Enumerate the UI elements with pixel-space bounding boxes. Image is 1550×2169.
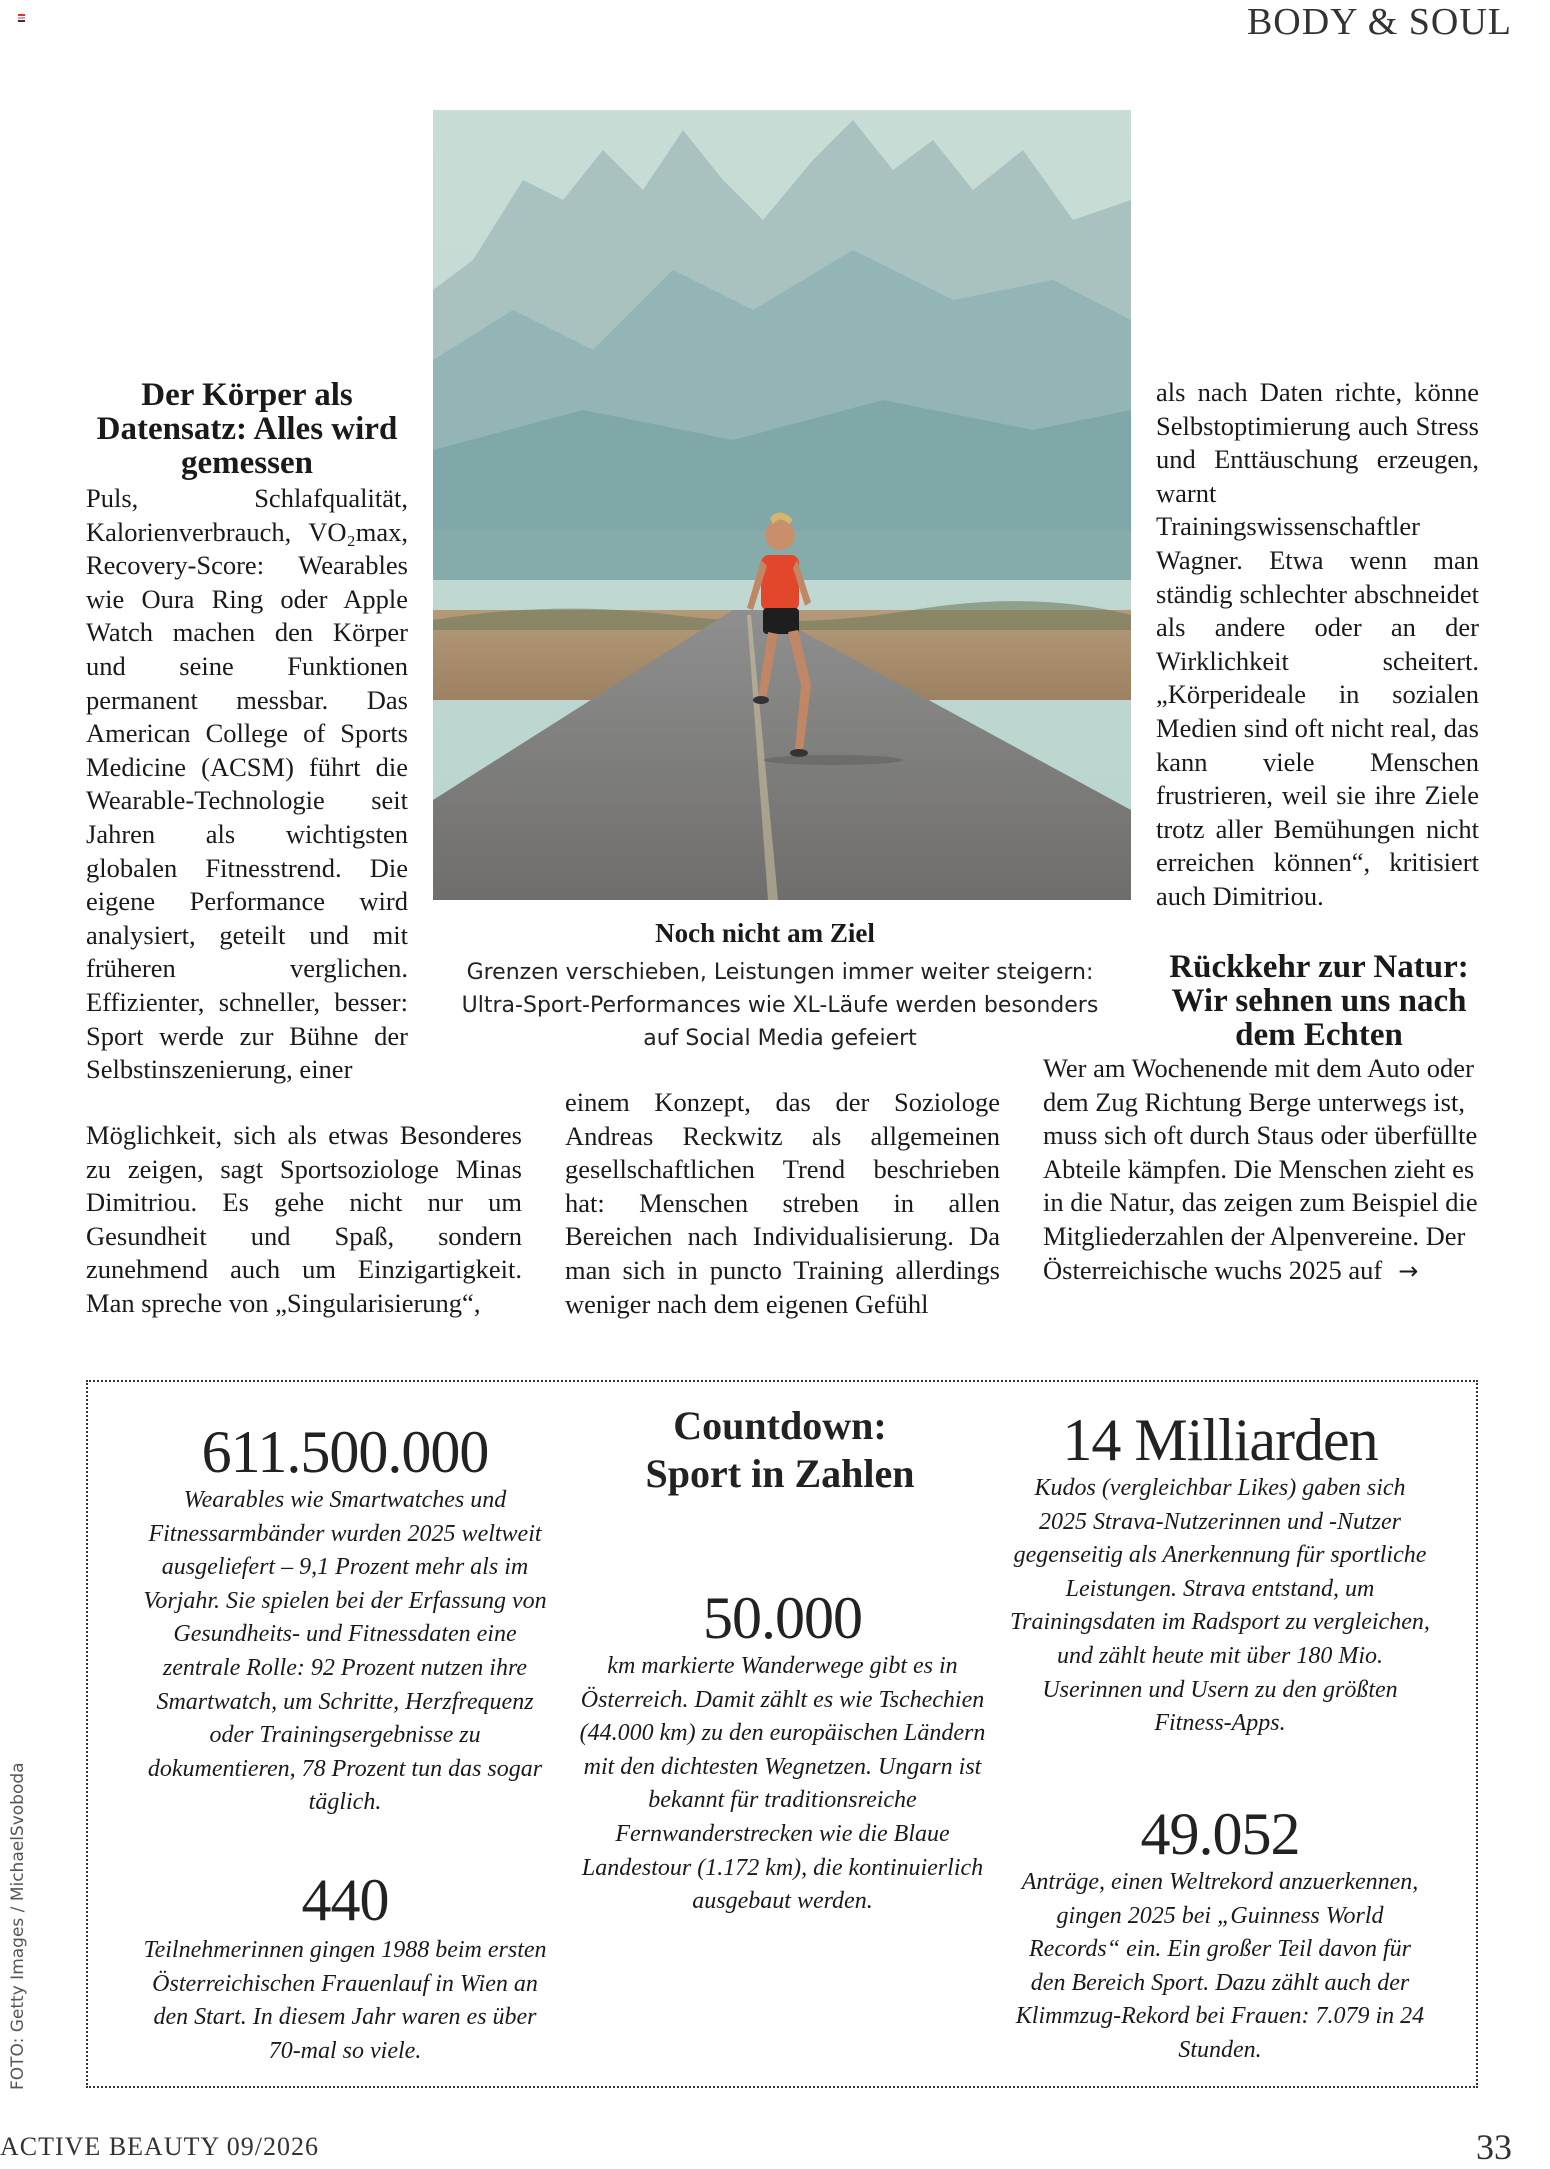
page-number: 33 bbox=[1476, 2127, 1512, 2167]
section-heading-data: Der Körper als Datensatz: Alles wird gemessen bbox=[96, 377, 398, 481]
stat-number-wanderwege: 50.000 bbox=[703, 1585, 862, 1651]
article-text-col3-bottom-wrap bbox=[1043, 1052, 1479, 1287]
stat-number-weltrekord: 49.052 bbox=[1140, 1801, 1300, 1867]
section-title: BODY & SOUL bbox=[1246, 1, 1512, 43]
hero-image bbox=[433, 110, 1131, 900]
magazine-issue: ACTIVE BEAUTY 09/2026 bbox=[0, 2132, 320, 2161]
article-text-col3-bottom: Wer am Wochenende mit dem Auto oder dem Zug Richtung Berge unterwegs ist, muss sich oft durch Staus oder überfüllte Abteile kämpfen. Die Menschen zieht es in die Natur, das zeigen zum Beispiel die Mitgliederzahlen der Alpenvereine. Der Österreichische wuchs 2025 auf bbox=[1043, 1053, 1478, 1285]
article-column-1 bbox=[86, 378, 408, 1087]
article-text-col1: Puls, Schlafqualität, Kalorienverbrauch, VO₂max, Recovery-Score: Wearables wie Oura Ring oder Apple Watch machen den Körper und seine Funktionen permanent messbar. Das American College of Sports Medicine (ACSM) führt die Wearable-Technologie seit Jahren als wichtigsten globalen Fitnesstrend. Die eigene Performance wird analysiert, geteilt und mit früheren verglichen. Effizienter, schneller, besser: Sport werde zur Bühne der Selbstinszenierung, einer bbox=[86, 483, 408, 1085]
stat-text-frauenlauf: Teilnehmerinnen gingen 1988 beim ersten Österreichischen Frauenlauf in Wien an den Start. In diesem Jahr waren es über 70-mal so viele. bbox=[143, 1937, 547, 2064]
stat-number-wearables: 611.500.000 bbox=[201, 1419, 489, 1485]
stat-number-kudos: 14 Milliarden bbox=[1062, 1407, 1378, 1473]
corner-mark bbox=[18, 14, 25, 21]
article-text-col2: einem Konzept, das der Soziologe Andreas Reckwitz als allgemeinen gesellschaftlichen Trend beschrieben hat: Menschen streben in allen Bereichen nach Individualisierung. Da man sich in puncto Training allerdings weniger nach dem eigenen Gefühl bbox=[565, 1087, 1000, 1319]
stat-text-wearables: Wearables wie Smartwatches und Fitnessarmbänder wurden 2025 weltweit ausgeliefert – 9,1 Prozent mehr als im Vorjahr. Sie spielen bei der Erfassung von Gesundheits- und Fitnessdaten eine zentrale Rolle: 92 Prozent nutzen ihre Smartwatch, um Schritte, Herzfrequenz oder Trainingsergebnisse zu dokumentieren, 78 Prozent tun das sogar täglich. bbox=[143, 1487, 547, 1816]
stats-box-heading: Countdown: Sport in Zahlen bbox=[645, 1403, 915, 1496]
section-heading-nature: Rückkehr zur Natur: Wir sehnen uns nach dem Echten bbox=[1169, 949, 1469, 1053]
article-text-col1-wide: Möglichkeit, sich als etwas Besonderes zu zeigen, sagt Sportsoziologe Minas Dimitriou. Es gehe nicht nur um Gesundheit und Spaß, sondern zunehmend auch um Einzigartigkeit. Man spreche von „Singularisierung“, bbox=[86, 1120, 522, 1318]
article-text-col3-top: als nach Daten richte, könne Selbstoptimierung auch Stress und Enttäuschung erzeugen, warnt Trainingswissenschaftler Wagner. Etwa wenn man ständig schlechter abschneidet als andere oder an der Wirklichkeit scheitert. „Körperideale in sozialen Medien sind oft nicht real, das kann viele Menschen frustrieren, weil sie ihre Ziele trotz aller Bemühungen nicht erreichen können“, kritisiert auch Dimitriou. bbox=[1156, 377, 1479, 911]
photo-credit: FOTO: Getty Images / MichaelSvoboda bbox=[8, 1762, 28, 2090]
stat-number-frauenlauf: 440 bbox=[301, 1867, 389, 1933]
stat-text-weltrekord: Anträge, einen Weltrekord anzuerkennen, gingen 2025 bei „Guinness World Records“ ein. Ein großer Teil davon für den Bereich Sport. Dazu zählt auch der Klimmzug-Rekord bei Frauen: 7.079 in 24 Stunden. bbox=[1015, 1869, 1425, 2063]
stat-text-wanderwege: km markierte Wanderwege gibt es in Österreich. Damit zählt es wie Tschechien (44.000 km) zu den europäischen Ländern mit den dichtesten Wegnetzen. Ungarn ist bekannt für traditionsreiche Fernwanderstrecken wie die Blaue Landestour (1.172 km), die kontinuierlich ausgebaut werden. bbox=[579, 1653, 986, 1915]
caption-text: Grenzen verschieben, Leistungen immer weiter steigern: Ultra-Sport-Performances wie XL-Läufe werden besonders auf Social Media gefeiert bbox=[461, 960, 1099, 1051]
caption-title: Noch nicht am Ziel bbox=[655, 918, 875, 948]
stat-text-kudos: Kudos (vergleichbar Likes) gaben sich 2025 Strava-Nutzerinnen und -Nutzer gegenseitig als Anerkennung für sportliche Leistungen. Strava entstand, um Trainingsdaten im Radsport zu vergleichen, und zählt heute mit über 180 Mio. Userinnen und Usern zu den größten Fitness-Apps. bbox=[1010, 1475, 1430, 1737]
continue-arrow-icon: → bbox=[1398, 1256, 1419, 1285]
